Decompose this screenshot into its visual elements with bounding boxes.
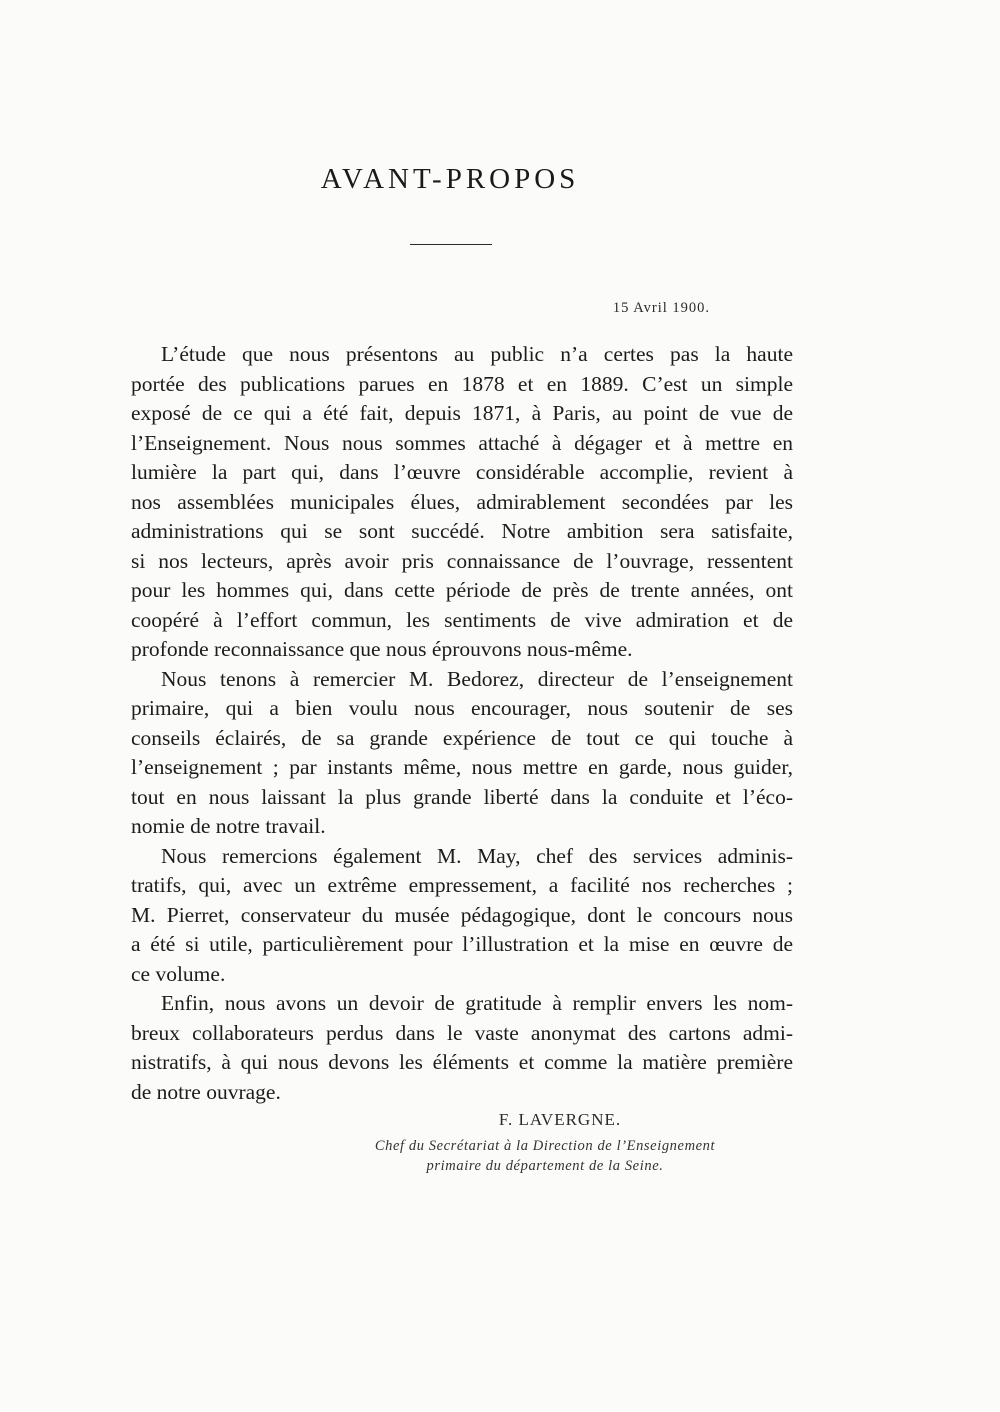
text-line: l’Enseignement. Nous nous sommes attaché à dégager et à mettre en	[131, 430, 793, 455]
text-line: profonde reconnaissance que nous éprouvons nous-même.	[131, 637, 633, 661]
text-line: lumière la part qui, dans l’œuvre considérable accomplie, revient à	[131, 460, 793, 484]
page-title: AVANT-PROPOS	[320, 163, 580, 195]
text-line: coopéré à l’effort commun, les sentiments de vive admiration et de	[131, 607, 793, 632]
paragraph-2	[131, 665, 793, 842]
text-line: a été si utile, particulièrement pour l’illustration et la mise en œuvre de	[131, 932, 793, 956]
text-line: tout en nous laissant la plus grande liberté dans la conduite et l’éco-	[131, 784, 793, 809]
text-line: Nous remercions également M. May, chef des services adminis-	[161, 843, 793, 868]
text-line: ce volume.	[131, 961, 226, 986]
text-line: pour les hommes qui, dans cette période de près de trente années, ont	[131, 578, 793, 602]
text-line: nomie de notre travail.	[131, 814, 326, 838]
text-line: L’étude que nous présentons au public n’a certes pas la haute	[161, 342, 793, 366]
signature-role	[330, 1136, 760, 1176]
text-line: si nos lecteurs, après avoir pris connaissance de l’ouvrage, ressentent	[131, 548, 793, 573]
text-line: breux collaborateurs perdus dans le vaste anonymat des cartons admi-	[131, 1020, 793, 1045]
text-line: l’enseignement ; par instants même, nous mettre en garde, nous guider,	[131, 755, 793, 779]
body-text	[131, 340, 793, 1107]
text-line: tratifs, qui, avec un extrême empressement, a facilité nos recherches ;	[131, 873, 793, 897]
signature-role-line: Chef du Secrétariat à la Direction de l’Enseignement	[374, 1138, 716, 1154]
paragraph-4	[131, 989, 793, 1107]
signature-role-line: primaire du département de la Seine.	[426, 1158, 664, 1174]
paragraph-1	[131, 340, 793, 665]
text-line: de notre ouvrage.	[131, 1079, 281, 1104]
text-line: nistratifs, à qui nous devons les éléments et comme la matière première	[131, 1050, 793, 1074]
signature-name: F. LAVERGNE.	[498, 1110, 622, 1129]
text-line: exposé de ce qui a été fait, depuis 1871, à Paris, au point de vue de	[131, 401, 793, 425]
date-line: 15 Avril 1900.	[612, 300, 710, 316]
paragraph-3	[131, 842, 793, 990]
text-line: primaire, qui a bien voulu nous encourager, nous soutenir de ses	[131, 696, 793, 720]
text-line: Nous tenons à remercier M. Bedorez, directeur de l’enseignement	[161, 666, 793, 691]
text-line: conseils éclairés, de sa grande expérience de tout ce qui touche à	[131, 725, 793, 750]
title-divider	[410, 244, 492, 245]
text-line: nos assemblées municipales élues, admirablement secondées par les	[131, 489, 793, 514]
text-line: M. Pierret, conservateur du musée pédagogique, dont le concours nous	[131, 902, 793, 927]
text-line: portée des publications parues en 1878 et en 1889. C’est un simple	[131, 371, 793, 396]
text-line: Enfin, nous avons un devoir de gratitude à remplir envers les nom-	[161, 991, 793, 1015]
text-line: administrations qui se sont succédé. Notre ambition sera satisfaite,	[131, 519, 793, 543]
